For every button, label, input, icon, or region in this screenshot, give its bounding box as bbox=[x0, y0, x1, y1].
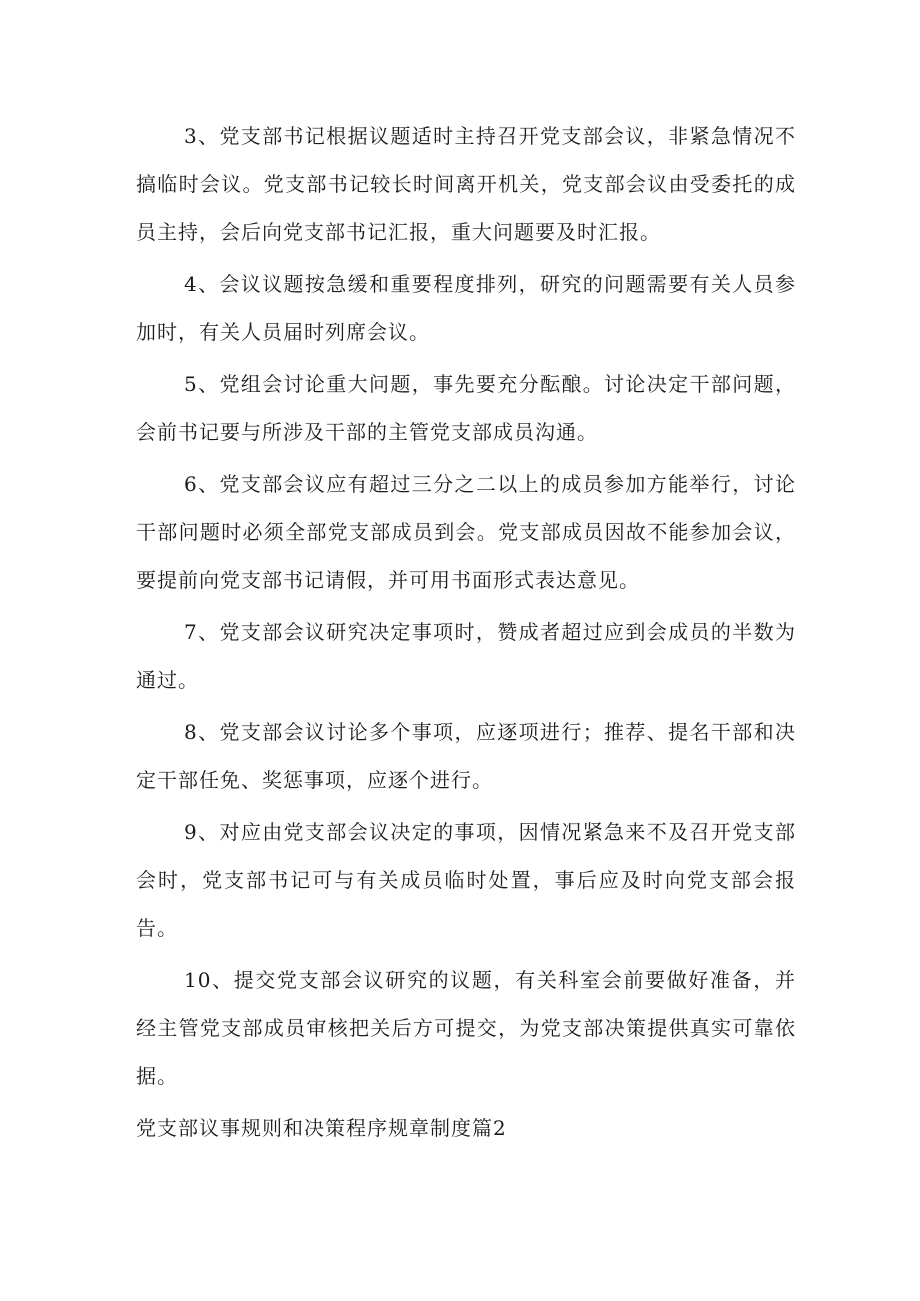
paragraph-9: 9、对应由党支部会议决定的事项，因情况紧急来不及召开党支部会时，党支部书记可与有关成员临时处置，事后应及时向党支部会报告。 bbox=[136, 820, 796, 940]
document-body bbox=[136, 112, 796, 1152]
paragraph-8: 8、党支部会议讨论多个事项，应逐项进行；推荐、提名干部和决定干部任免、奖惩事项，应逐个进行。 bbox=[136, 720, 796, 792]
paragraph-3: 3、党支部书记根据议题适时主持召开党支部会议，非紧急情况不搞临时会议。党支部书记较长时间离开机关，党支部会议由受委托的成员主持，会后向党支部书记汇报，重大问题要及时汇报。 bbox=[136, 124, 796, 244]
paragraph-10: 10、提交党支部会议研究的议题，有关科室会前要做好准备，并经主管党支部成员审核把关后方可提交，为党支部决策提供真实可靠依据。 bbox=[136, 968, 796, 1088]
paragraph-5: 5、党组会讨论重大问题，事先要充分酝酿。讨论决定干部问题，会前书记要与所涉及干部的主管党支部成员沟通。 bbox=[136, 372, 796, 444]
section-heading: 党支部议事规则和决策程序规章制度篇2 bbox=[136, 1116, 507, 1140]
paragraph-7: 7、党支部会议研究决定事项时，赞成者超过应到会成员的半数为通过。 bbox=[136, 620, 796, 692]
paragraph-6: 6、党支部会议应有超过三分之二以上的成员参加方能举行，讨论干部问题时必须全部党支部成员到会。党支部成员因故不能参加会议，要提前向党支部书记请假，并可用书面形式表达意见。 bbox=[136, 472, 796, 592]
paragraph-4: 4、会议议题按急缓和重要程度排列，研究的问题需要有关人员参加时，有关人员届时列席会议。 bbox=[136, 272, 796, 344]
